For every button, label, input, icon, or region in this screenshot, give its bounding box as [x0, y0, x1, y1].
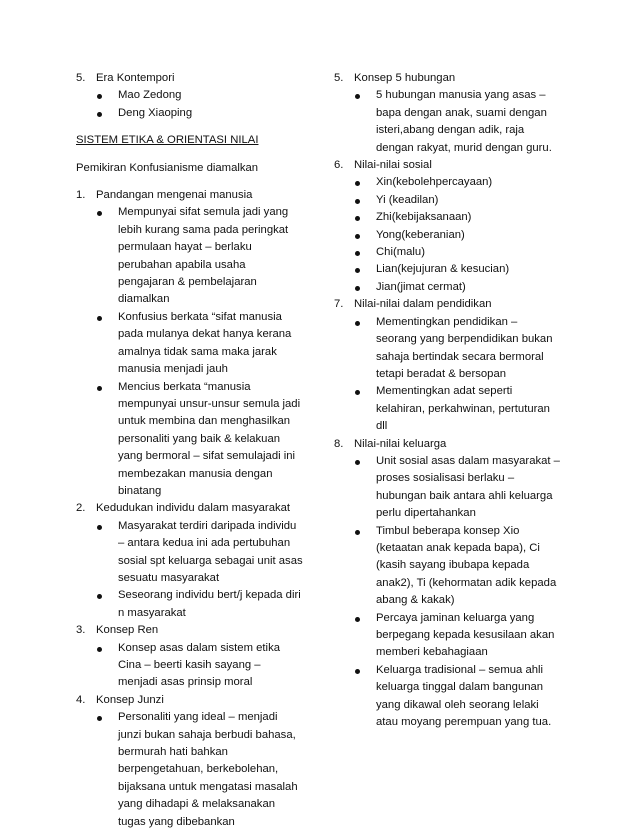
bullet-dot-icon	[355, 460, 360, 465]
bullet-item	[334, 662, 574, 679]
numbered-item-title	[334, 296, 574, 313]
bullet-text-continued: lebih kurang sama pada peringkat	[118, 223, 289, 236]
bullet-item	[334, 314, 574, 331]
bullet-text-continued: sesuatu masyarakat	[118, 571, 220, 584]
item-title: Konsep 5 hubungan	[354, 72, 456, 84]
bullet-dot-icon	[355, 199, 360, 204]
bullet-text-continued: manusia menjadi jauh	[118, 363, 228, 376]
bullet-text: Mao Zedong	[118, 89, 182, 102]
bullet-dot-icon	[355, 530, 360, 535]
bullet-text: Mementingkan pendidikan –	[376, 315, 518, 328]
bullet-dot-icon	[355, 216, 360, 221]
bullet-text-continued: (kasih sayang ibubapa kepada	[376, 559, 530, 572]
bullet-text: Percaya jaminan keluarga yang	[376, 611, 535, 624]
bullet-text-continued: amalnya tidak sama maka jarak	[118, 345, 277, 358]
bullet-item	[76, 709, 316, 726]
bullet-text: Konsep asas dalam sistem etika	[118, 641, 281, 654]
item-number: 4.	[76, 693, 86, 706]
bullet-dot-icon	[355, 268, 360, 273]
bullet-text-continued: pada mulanya dekat hanya kerana	[118, 328, 292, 341]
bullet-text-continued: bapa dengan anak, suami dengan	[376, 106, 547, 119]
subheading: Pemikiran Konfusianisme diamalkan	[76, 161, 259, 174]
bullet-text-continued: atau moyang perempuan yang tua.	[376, 716, 552, 729]
bullet-dot-icon	[355, 321, 360, 326]
bullet-text-continued: berpengetahuan, berkebolehan,	[118, 763, 279, 776]
bullet-item	[334, 174, 574, 191]
bullet-dot-icon	[97, 211, 102, 216]
bullet-item	[76, 309, 316, 326]
section-heading: SISTEM ETIKA & ORIENTASI NILAI	[76, 134, 259, 147]
numbered-item-title	[76, 187, 316, 204]
bullet-text-continued: – antara kedua ini ada pertubuhan	[118, 537, 291, 550]
numbered-item-title	[76, 692, 316, 709]
bullet-text-continued: personaliti yang baik & kelakuan	[118, 432, 281, 445]
bullet-text: Mencius berkata “manusia	[118, 380, 251, 393]
bullet-item	[334, 279, 574, 296]
bullet-text-continued: untuk membina dan menghasilkan	[118, 415, 291, 428]
bullet-item	[334, 261, 574, 278]
bullet-item	[334, 383, 574, 400]
bullet-text: Personaliti yang ideal – menjadi	[118, 711, 278, 724]
bullet-dot-icon	[355, 617, 360, 622]
bullet-text-continued: binatang	[118, 484, 162, 497]
bullet-text: Xin(kebolehpercayaan)	[376, 176, 493, 189]
item-title: Konsep Ren	[96, 624, 159, 637]
bullet-text: Konfusius berkata “sifat manusia	[118, 310, 282, 323]
bullet-text-continued: kelahiran, perkahwinan, pertuturan	[376, 402, 550, 415]
bullet-text-continued: perubahan apabila usaha	[118, 258, 246, 271]
bullet-text-continued: yang bermoral – sifat semulajadi ini	[118, 450, 296, 463]
bullet-dot-icon	[355, 234, 360, 239]
numbered-item-title	[76, 622, 316, 639]
bullet-dot-icon	[97, 594, 102, 599]
bullet-dot-icon	[355, 94, 360, 99]
bullet-text-continued: dengan rakyat, murid dengan guru.	[376, 141, 552, 154]
bullet-dot-icon	[355, 669, 360, 674]
bullet-item	[76, 587, 316, 604]
bullet-item	[334, 610, 574, 627]
bullet-text-continued: keluarga tinggal dalam bangunan	[376, 681, 544, 694]
bullet-text: Zhi(kebijaksanaan)	[376, 211, 472, 224]
bullet-text-continued: membezakan manusia dengan	[118, 467, 273, 480]
bullet-text-continued: Cina – beerti kasih sayang –	[118, 659, 261, 671]
bullet-item	[334, 192, 574, 209]
bullet-item	[334, 209, 574, 226]
bullet-text-continued: n masyarakat	[118, 606, 186, 619]
spacer	[76, 177, 316, 187]
bullet-text: Deng Xiaoping	[118, 106, 193, 119]
bullet-text-continued: berpegang kepada kesusilaan akan	[376, 629, 555, 641]
item-number: 1.	[76, 189, 86, 202]
item-number: 5.	[76, 72, 86, 84]
bullet-item	[76, 379, 316, 396]
bullet-text-continued: sosial spt keluarga sebagai unit asas	[118, 554, 303, 567]
item-number: 3.	[76, 624, 86, 637]
left-column	[76, 70, 316, 831]
item-number: 8.	[334, 437, 344, 450]
item-title: Nilai-nilai dalam pendidikan	[354, 298, 492, 311]
numbered-item-title	[76, 70, 316, 87]
bullet-dot-icon	[97, 112, 102, 117]
item-title: Nilai-nilai sosial	[354, 159, 432, 172]
right-column	[334, 70, 574, 731]
bullet-text: Mempunyai sifat semula jadi yang	[118, 206, 289, 219]
bullet-dot-icon	[97, 647, 102, 652]
bullet-dot-icon	[355, 251, 360, 256]
numbered-item-title	[334, 436, 574, 453]
bullet-text: Yi (keadilan)	[376, 193, 439, 206]
item-title: Pandangan mengenai manusia	[96, 189, 253, 202]
bullet-text: Seseorang individu bert/j kepada diri	[118, 589, 301, 602]
bullet-text: Timbul beberapa konsep Xio	[376, 524, 520, 537]
bullet-dot-icon	[97, 316, 102, 321]
bullet-dot-icon	[355, 181, 360, 186]
bullet-text-continued: yang dikawal oleh seorang lelaki	[376, 698, 539, 711]
bullet-text-continued: perlu dipertahankan	[376, 507, 476, 520]
bullet-text-continued: seorang yang berpendidikan bukan	[376, 333, 553, 346]
bullet-text: Keluarga tradisional – semua ahli	[376, 663, 544, 676]
spacer	[76, 150, 316, 160]
bullet-item	[76, 640, 316, 657]
bullet-text: Chi(malu)	[376, 246, 425, 259]
bullet-text-continued: isteri,abang dengan adik, raja	[376, 124, 525, 137]
bullet-text: Mementingkan adat seperti	[376, 385, 513, 398]
item-title: Kedudukan individu dalam masyarakat	[96, 502, 291, 515]
spacer	[76, 122, 316, 132]
item-number: 2.	[76, 502, 86, 515]
bullet-item	[76, 204, 316, 221]
bullet-dot-icon	[97, 525, 102, 530]
item-title: Konsep Junzi	[96, 693, 164, 706]
bullet-text: Lian(kejujuran & kesucian)	[376, 263, 510, 276]
bullet-dot-icon	[97, 386, 102, 391]
bullet-text-continued: sahaja bertindak secara bermoral	[376, 350, 544, 363]
bullet-text-continued: (ketaatan anak kepada bapa), Ci	[376, 541, 540, 554]
bullet-text: Unit sosial asas dalam masyarakat –	[376, 454, 560, 467]
bullet-text-continued: abang & kakak)	[376, 594, 455, 607]
bullet-dot-icon	[355, 390, 360, 395]
bullet-text-continued: bijaksana untuk mengatasi masalah	[118, 780, 298, 793]
bullet-text-continued: dll	[376, 420, 388, 433]
bullet-dot-icon	[355, 286, 360, 291]
bullet-text-continued: junzi bukan sahaja berbudi bahasa,	[118, 728, 296, 741]
bullet-text-continued: memberi kebahagiaan	[376, 646, 488, 659]
bullet-text-continued: tetapi beradat & bersopan	[376, 367, 507, 380]
bullet-text-continued: anak2), Ti (kehormatan adik kepada	[376, 576, 557, 589]
bullet-item	[334, 523, 574, 540]
bullet-item	[76, 105, 316, 122]
bullet-item	[334, 453, 574, 470]
bullet-text-continued: yang dihadapi & melaksanakan	[118, 798, 276, 811]
item-title: Era Kontempori	[96, 72, 175, 84]
bullet-item	[334, 87, 574, 104]
numbered-item-title	[334, 157, 574, 174]
bullet-text-continued: bermurah hati bahkan	[118, 746, 228, 759]
bullet-text-continued: hubungan baik antara ahli keluarga	[376, 489, 553, 502]
bullet-text-continued: menjadi asas prinsip moral	[118, 676, 253, 689]
bullet-item	[334, 244, 574, 261]
bullet-text: Yong(keberanian)	[376, 228, 465, 241]
bullet-text: Jian(jimat cermat)	[376, 280, 466, 293]
item-title: Nilai-nilai keluarga	[354, 437, 447, 450]
numbered-item-title	[334, 70, 574, 87]
bullet-item	[334, 227, 574, 244]
bullet-text: Masyarakat terdiri daripada individu	[118, 519, 297, 532]
item-number: 5.	[334, 72, 344, 84]
item-number: 6.	[334, 159, 344, 172]
numbered-item-title	[76, 500, 316, 517]
bullet-item	[76, 87, 316, 104]
bullet-item	[76, 518, 316, 535]
bullet-text-continued: diamalkan	[118, 293, 170, 306]
item-number: 7.	[334, 298, 344, 311]
bullet-text-continued: proses sosialisasi berlaku –	[376, 472, 515, 485]
bullet-text-continued: pengajaran & pembelajaran	[118, 276, 257, 289]
bullet-text-continued: permulaan hayat – berlaku	[118, 241, 252, 254]
bullet-text: 5 hubungan manusia yang asas –	[376, 89, 546, 102]
bullet-text-continued: tugas yang dibebankan	[118, 815, 235, 828]
bullet-text-continued: mempunyai unsur-unsur semula jadi	[118, 397, 301, 410]
bullet-dot-icon	[97, 94, 102, 99]
bullet-dot-icon	[97, 716, 102, 721]
